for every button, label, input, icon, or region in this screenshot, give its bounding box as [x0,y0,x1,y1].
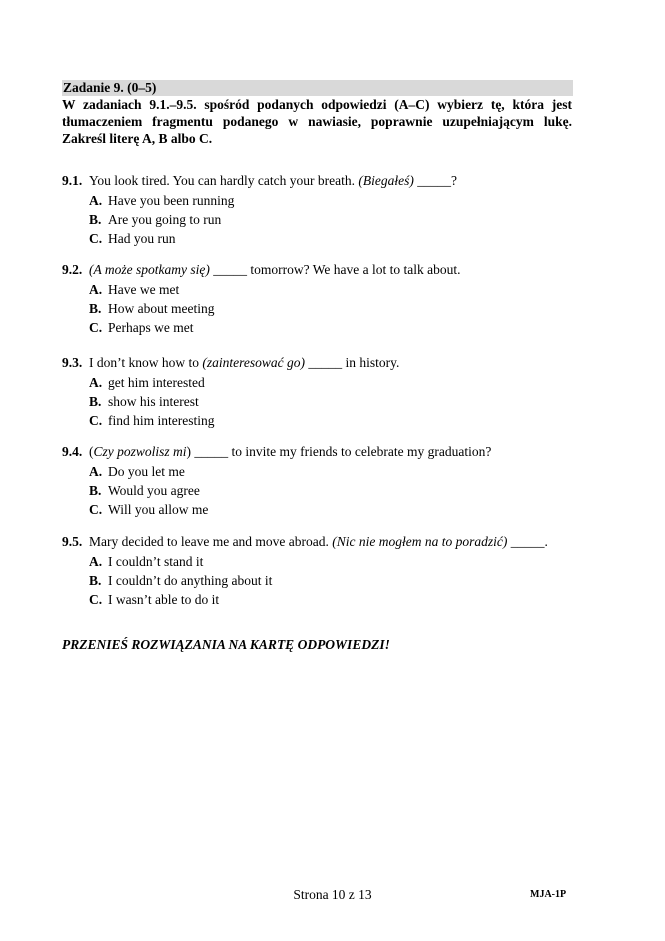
question-text [62,260,572,280]
option-a[interactable] [62,462,572,481]
option-c[interactable] [62,229,572,248]
option-letter: C. [89,413,103,428]
option-text: Do you let me [108,464,185,479]
question-before: I don’t know how to [89,355,203,370]
option-letter: C. [89,502,103,517]
option-text: Will you allow me [108,502,209,517]
option-text: Have you been running [108,193,235,208]
option-text: Are you going to run [108,212,222,227]
option-letter: B. [89,301,102,316]
question-text [62,171,572,191]
question-after: ) _____ to invite my friends to celebrate my graduation? [186,444,492,459]
option-text: Have we met [108,282,180,297]
option-c[interactable] [62,318,572,337]
question-number: 9.5. [62,534,83,549]
question-after: _____ tomorrow? We have a lot to talk about. [209,262,461,277]
task-instructions: W zadaniach 9.1.–9.5. spośród podanych odpowiedzi (A–C) wybierz tę, która jest tłumaczeniem fragmentu podanego w nawiasie, poprawnie uzupełniającym lukę. Zakreśl literę A, B albo C. [62,97,572,146]
question-hint: Czy pozwolisz mi [93,444,187,459]
option-b[interactable] [62,299,572,318]
option-text: I couldn’t do anything about it [108,573,273,588]
option-text: show his interest [108,394,199,409]
option-c[interactable] [62,500,572,519]
question-after: _____. [507,534,548,549]
option-text: I couldn’t stand it [108,554,204,569]
question-after: _____ in history. [304,355,400,370]
question-number: 9.4. [62,444,83,459]
question-text [62,532,572,552]
option-text: Had you run [108,231,176,246]
question-number: 9.2. [62,262,83,277]
question-9-2 [62,260,572,337]
option-a[interactable] [62,191,572,210]
option-letter: A. [89,282,103,297]
option-a[interactable] [62,373,572,392]
transfer-answers-note: PRZENIEŚ ROZWIĄZANIA NA KARTĘ ODPOWIEDZI! [62,637,390,652]
option-b[interactable] [62,392,572,411]
question-hint: (Biegałeś) [358,173,414,188]
option-letter: C. [89,592,103,607]
question-hint: (A może spotkamy się) [89,262,210,277]
option-b[interactable] [62,210,572,229]
option-text: Would you agree [108,483,200,498]
question-before: Mary decided to leave me and move abroad. [89,534,333,549]
option-b[interactable] [62,571,572,590]
option-letter: B. [89,212,102,227]
option-letter: A. [89,554,103,569]
option-letter: C. [89,231,103,246]
question-before: You look tired. You can hardly catch your breath. [89,173,359,188]
question-9-5 [62,532,572,609]
option-letter: A. [89,375,103,390]
option-letter: B. [89,394,102,409]
option-letter: C. [89,320,103,335]
page-number: Strona 10 z 13 [293,887,372,902]
option-letter: B. [89,573,102,588]
exam-code: MJA-1P [530,889,567,900]
question-hint: (zainteresować go) [202,355,305,370]
option-text: I wasn’t able to do it [108,592,220,607]
option-b[interactable] [62,481,572,500]
question-after: _____? [413,173,457,188]
question-before: ( [89,444,94,459]
option-a[interactable] [62,552,572,571]
question-9-1 [62,171,572,248]
question-text [62,353,572,373]
option-text: find him interesting [108,413,215,428]
question-number: 9.3. [62,355,83,370]
option-c[interactable] [62,590,572,609]
option-text: How about meeting [108,301,215,316]
question-number: 9.1. [62,173,83,188]
question-9-3 [62,353,572,430]
option-a[interactable] [62,280,572,299]
option-letter: A. [89,464,103,479]
option-letter: B. [89,483,102,498]
question-9-4 [62,442,572,519]
question-hint: (Nic nie mogłem na to poradzić) [332,534,508,549]
option-text: get him interested [108,375,205,390]
option-c[interactable] [62,411,572,430]
option-letter: A. [89,193,103,208]
option-text: Perhaps we met [108,320,194,335]
question-text [62,442,572,462]
task-header: Zadanie 9. (0–5) [62,80,573,96]
